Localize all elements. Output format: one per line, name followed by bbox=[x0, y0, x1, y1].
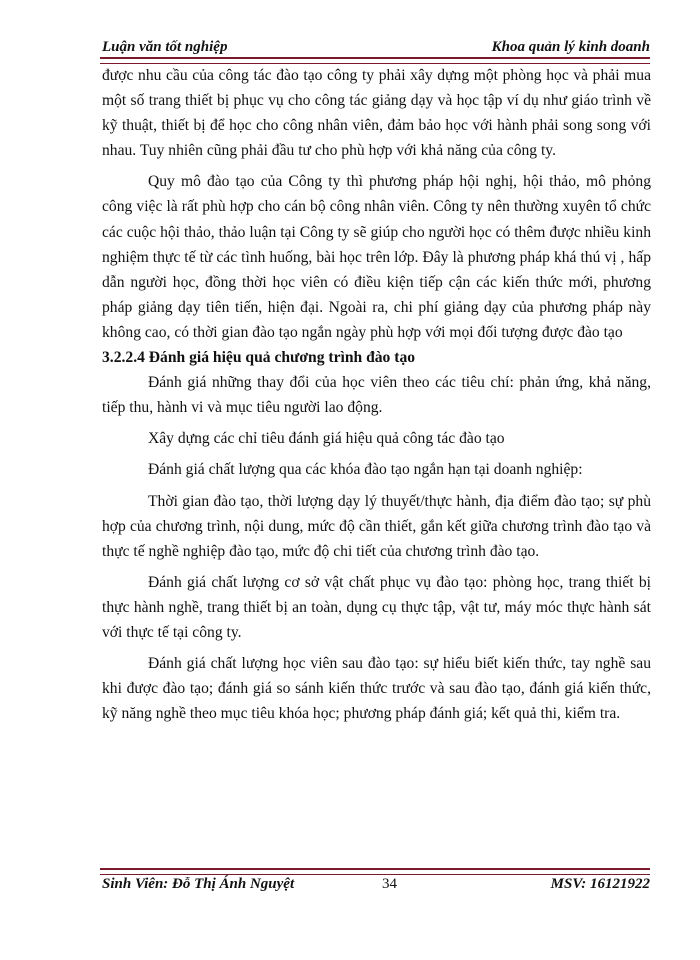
paragraph-evaluate-changes: Đánh giá những thay đổi của học viên theo các tiêu chí: phản ứng, khả năng, tiếp thu, hành vi và mục tiêu người lao động. bbox=[102, 374, 651, 417]
paragraph-build-criteria: Xây dựng các chỉ tiêu đánh giá hiệu quả công tác đào tạo bbox=[148, 430, 505, 448]
page-header bbox=[102, 34, 650, 56]
page-number: 34 bbox=[382, 875, 397, 892]
paragraph-trainee-quality: Đánh giá chất lượng học viên sau đào tạo: sự hiểu biết kiến thức, tay nghề sau khi được đào tạo; đánh giá so sánh kiến thức trước và sau đào tạo, đánh giá kiến thức, kỹ năng nghề theo mục tiêu khóa học; phương pháp đánh giá; kết quả thi, kiểm tra. bbox=[102, 655, 651, 723]
paragraph-facilities: Đánh giá chất lượng cơ sở vật chất phục vụ đào tạo: phòng học, trang thiết bị thực hành nghề, trang thiết bị an toàn, dụng cụ thực tập, vật tư, máy móc thực hành sát với thực tế tại công ty. bbox=[102, 573, 651, 641]
page-footer bbox=[102, 872, 650, 896]
paragraph-training-scale: Quy mô đào tạo của Công ty thì phương pháp hội nghị, hội thảo, mô phỏng công việc là rất phù hợp cho cán bộ công nhân viên. Công ty nên thường xuyên tổ chức các cuộc hội thảo, thảo luận tại Công ty sẽ giúp cho người học có thêm được nhiều kinh nghiệm thực tế từ các tình huống, bài học trên lớp. Đây là phương pháp khá thú vị , hấp dẫn người học, đồng thời học viên có điều kiện tiếp cận các kiến thức mới, phương pháp giảng dạy tiên tiến, hiện đại. Ngoài ra, chi phí giảng dạy của phương pháp này không cao, có thời gian đào tạo ngắn ngày phù hợp với mọi đối tượng được đào tạo bbox=[102, 173, 651, 341]
section-heading: 3.2.2.4 Đánh giá hiệu quả chương trình đào tạo bbox=[102, 349, 416, 367]
header-faculty: Khoa quản lý kinh doanh bbox=[491, 39, 650, 55]
footer-student-id: MSV: 16121922 bbox=[550, 875, 650, 892]
header-thesis-title: Luận văn tốt nghiệp bbox=[102, 39, 228, 55]
document-body bbox=[102, 63, 651, 726]
paragraph-training-time: Thời gian đào tạo, thời lượng dạy lý thuyết/thực hành, địa điểm đào tạo; sự phù hợp của chương trình, nội dung, mức độ cần thiết, gắn kết giữa chương trình đào tạo và thực tế nghề nghiệp đào tạo, mức độ chi tiết của chương trình đào tạo. bbox=[102, 492, 651, 560]
footer-student-name: Sinh Viên: Đỗ Thị Ánh Nguyệt bbox=[102, 875, 295, 892]
paragraph-short-courses: Đánh giá chất lượng qua các khóa đào tạo ngắn hạn tại doanh nghiệp: bbox=[148, 461, 583, 479]
paragraph-continued: được nhu cầu của công tác đào tạo công ty phải xây dựng một phòng học và phải mua một số trang thiết bị phục vụ cho công tác giảng dạy và học tập ví dụ như giáo trình về kỹ thuật, thiết bị để học cho công nhân viên, đảm bảo học với hành phải song song với nhau. Tuy nhiên cũng phải đầu tư cho phù hợp với khả năng của công ty. bbox=[102, 67, 651, 160]
